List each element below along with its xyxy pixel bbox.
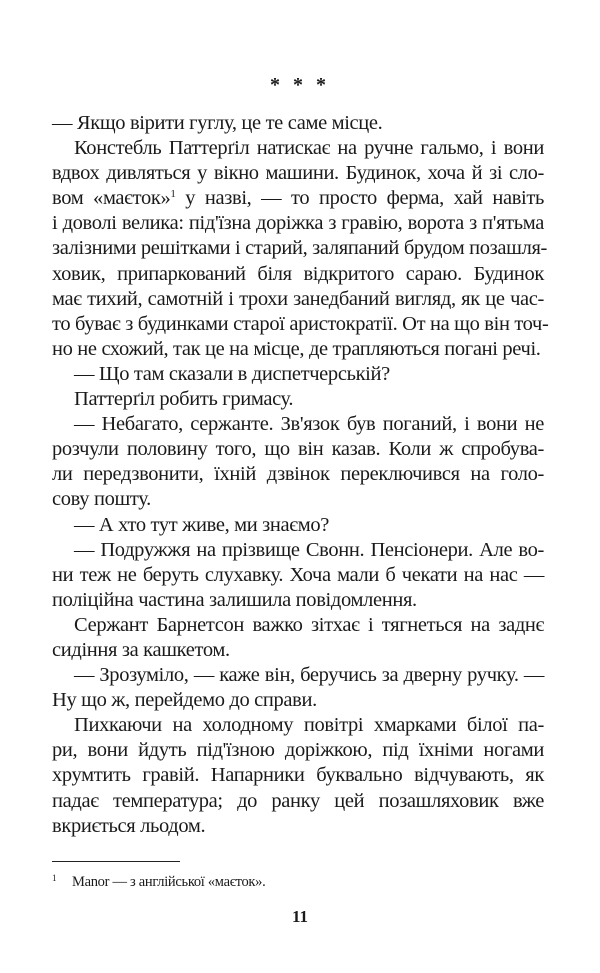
text-line: поліційна частина залишила повідомлення. — [52, 588, 417, 611]
text-line: Паттерґіл робить гримасу. — [74, 388, 294, 411]
paragraph — [52, 663, 544, 713]
text-line: — Якщо вірити гуглу, це те саме місце. — [52, 112, 383, 134]
footnote-reference[interactable]: 1 — [170, 188, 176, 201]
text-line: ни теж не беруть слухавку. Хоча мали б чекати на нас — — [52, 563, 544, 586]
text-segment: вом «маєток» — [52, 187, 171, 210]
section-separator: * * * — [270, 74, 330, 96]
text-line: — Зрозуміло, — каже він, беручись за дверну ручку. — — [74, 664, 544, 687]
text-line: то буває з будинками старої аристократії. От на що він точ- — [52, 312, 549, 335]
paragraph — [52, 111, 544, 136]
text-line: — Небагато, сержанте. Зв'язок був поганий, і вони не — [74, 413, 544, 436]
text-line: ли передзвонити, їхній дзвінок переключився на голо- — [52, 463, 544, 486]
text-line: но не схожий, так це на місце, де трапляються погані речі. — [52, 337, 541, 360]
paragraph — [52, 538, 544, 613]
text-segment: у назві, — то просто ферма, хай навіть — [175, 187, 544, 210]
text-line: має тихий, самотній і трохи занедбаний вигляд, як це час- — [52, 287, 544, 310]
paragraph — [52, 387, 544, 412]
text-line: залізними решітками і старий, заляпаний брудом позашля- — [52, 237, 548, 260]
text-line: Ну що ж, перейдемо до справи. — [52, 689, 317, 712]
text-line: вдвох дивляться у вікно машини. Будинок, хоча й зі сло- — [52, 162, 544, 185]
text-line: — Що там сказали в диспетчерській? — [74, 362, 390, 385]
paragraph — [52, 136, 549, 362]
text-line: Констебль Паттерґіл натискає на ручне гальмо, і вони — [74, 137, 544, 160]
text-line: ри, вони йдуть під'їзною доріжкою, під їхніми ногами — [52, 739, 544, 762]
text-line: падає температура; до ранку цей позашляховик вже — [52, 789, 544, 812]
paragraph — [52, 412, 544, 512]
footnote — [52, 869, 265, 891]
footnote-mark: 1 — [52, 873, 57, 883]
text-line: хрумтить гравій. Напарники буквально відчувають, як — [52, 764, 544, 787]
text-line — [52, 186, 544, 211]
text-line: і доволі велика: під'їзна доріжка з гравію, ворота з п'ятьма — [52, 212, 544, 235]
footnote-text: Manor — з англійської «маєток». — [72, 874, 266, 890]
text-line: ховик, припаркований біля відкритого сараю. Будинок — [52, 262, 544, 285]
paragraph — [52, 613, 544, 663]
text-line: сидіння за кашкетом. — [52, 638, 230, 661]
text-line: вкриється льодом. — [52, 814, 206, 837]
page-number: 11 — [291, 907, 309, 926]
paragraph — [52, 362, 544, 387]
body-text — [52, 111, 549, 839]
text-line: — Подружжя на прізвище Свонн. Пенсіонери. Але во- — [74, 538, 544, 561]
text-line: Сержант Барнетсон важко зітхає і тягнеться на заднє — [74, 613, 544, 636]
text-line: розчули половину того, що він казав. Коли ж спробува- — [52, 438, 544, 461]
paragraph — [52, 713, 544, 838]
text-line: — А хто тут живе, ми знаємо? — [74, 513, 329, 536]
text-line: Пихкаючи на холодному повітрі хмарками білої па- — [74, 714, 544, 737]
text-line: сову пошту. — [52, 488, 151, 511]
paragraph — [52, 513, 544, 538]
footnote-divider — [52, 861, 180, 862]
